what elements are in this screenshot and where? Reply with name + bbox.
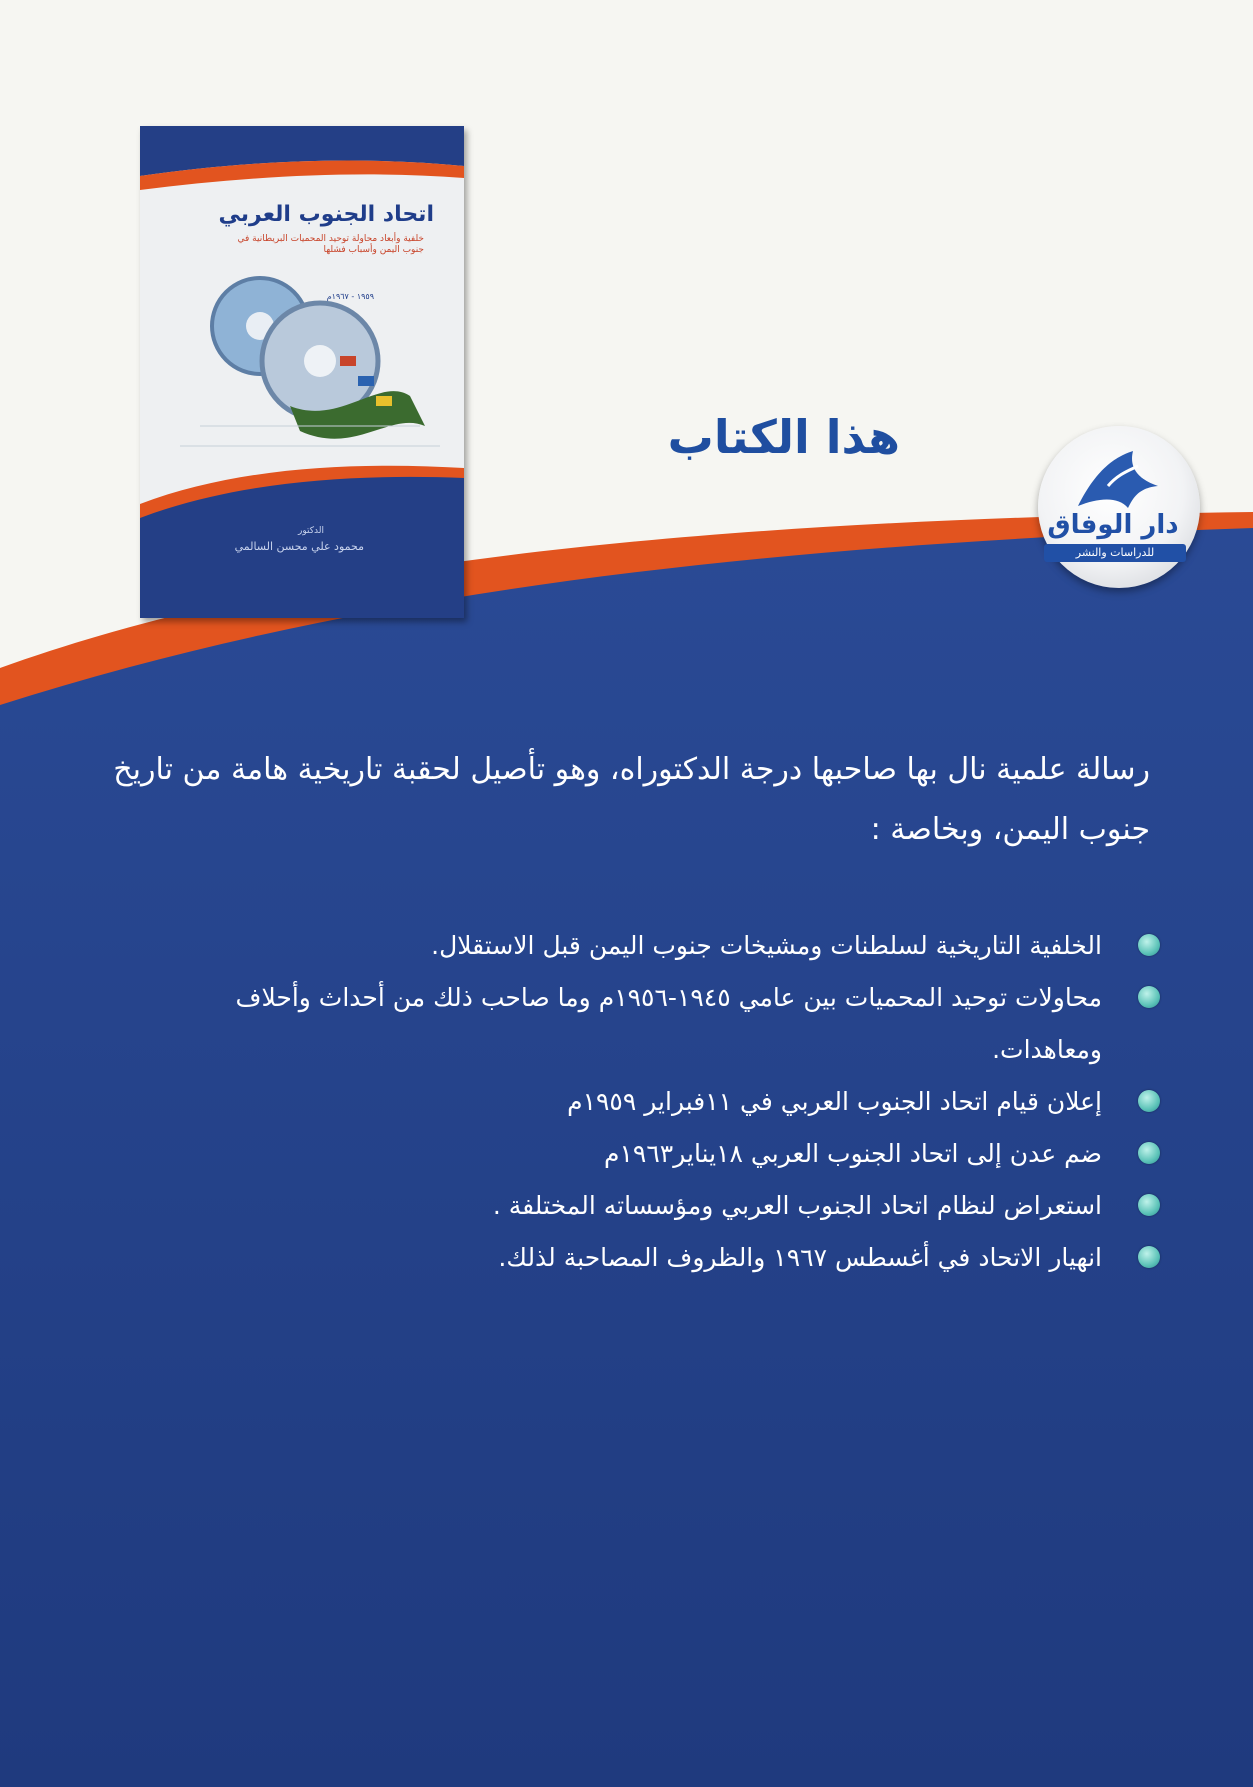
list-item — [120, 920, 1160, 972]
book-subtitle: خلفية وأبعاد محاولة توحيد المحميات البريطانية في جنوب اليمن وأسباب فشلها — [237, 234, 424, 255]
book-author-label: الدكتور — [298, 526, 324, 536]
book-title: اتحاد الجنوب العربي — [218, 202, 434, 227]
publisher-name: دار الوفاق — [1047, 510, 1179, 540]
logo-emblem — [1038, 426, 1200, 588]
list-item — [120, 1076, 1160, 1128]
list-item-text: استعراض لنظام اتحاد الجنوب العربي ومؤسساته المختلفة . — [492, 1191, 1102, 1220]
list-item — [120, 1180, 1160, 1232]
publisher-logo — [1038, 426, 1200, 588]
intro-paragraph: رسالة علمية نال بها صاحبها درجة الدكتوراه، وهو تأصيل لحقبة تاريخية هامة من تاريخ جنوب اليمن، وبخاصة : — [113, 752, 1150, 847]
bullet-icon — [1138, 934, 1160, 956]
publisher-tagline: للدراسات والنشر — [1044, 544, 1186, 562]
book-years: ١٩٥٩ - ١٩٦٧م — [326, 292, 374, 301]
list-item — [120, 1232, 1160, 1284]
list-item-text: إعلان قيام اتحاد الجنوب العربي في ١١فبراير ١٩٥٩م — [567, 1087, 1102, 1116]
section-heading: هذا الكتاب — [667, 410, 900, 464]
list-item — [120, 1128, 1160, 1180]
bullet-icon — [1138, 1194, 1160, 1216]
topics-list — [120, 920, 1160, 1284]
book-author: محمود علي محسن السالمي — [234, 540, 364, 553]
bullet-icon — [1138, 1246, 1160, 1268]
list-item-text: انهيار الاتحاد في أغسطس ١٩٦٧ والظروف المصاحبة لذلك. — [498, 1243, 1102, 1272]
list-item — [120, 972, 1160, 1076]
list-item-text: ضم عدن إلى اتحاد الجنوب العربي ١٨يناير١٩٦٣م — [604, 1139, 1102, 1168]
bullet-icon — [1138, 986, 1160, 1008]
book-cover-thumbnail — [140, 126, 464, 618]
bullet-icon — [1138, 1142, 1160, 1164]
list-item-text: الخلفية التاريخية لسلطنات ومشيخات جنوب اليمن قبل الاستقلال. — [431, 931, 1102, 960]
list-item-text: محاولات توحيد المحميات بين عامي ١٩٤٥-١٩٥٦م وما صاحب ذلك من أحداث وأحلاف ومعاهدات. — [235, 983, 1102, 1064]
bullet-icon — [1138, 1090, 1160, 1112]
